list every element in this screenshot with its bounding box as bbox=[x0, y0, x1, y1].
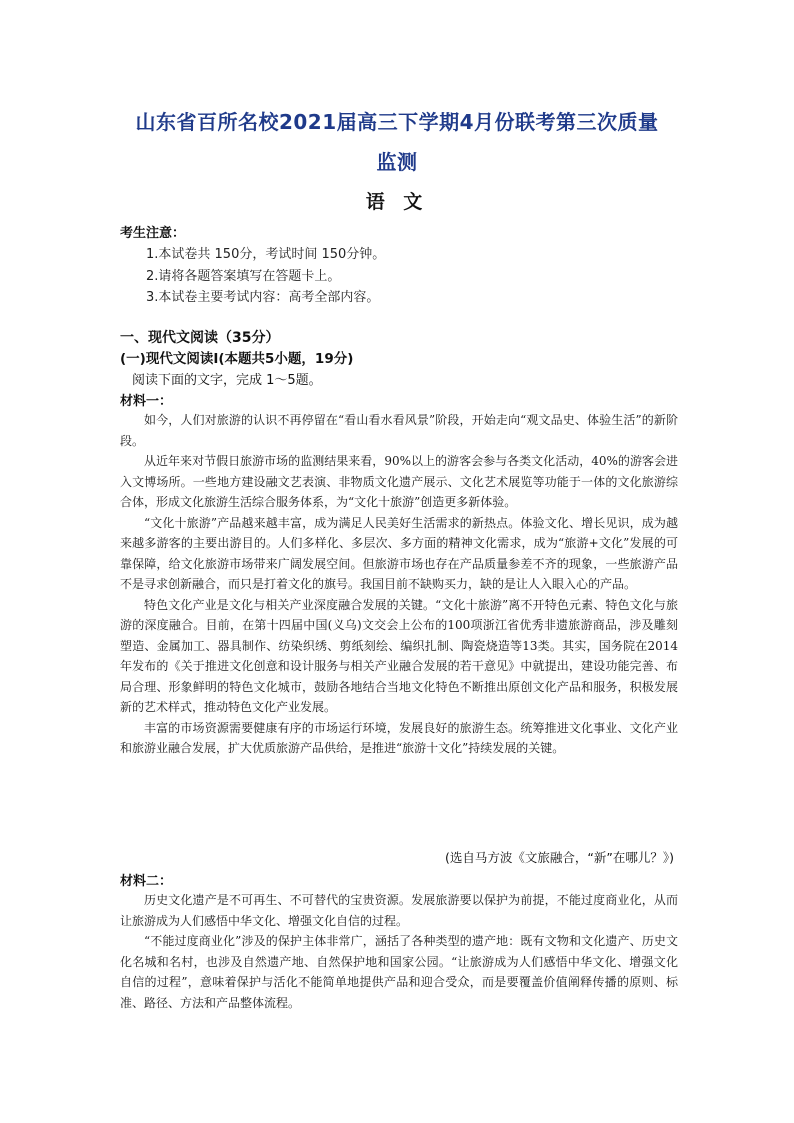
notice-item: 3.本试卷主要考试内容：高考全部内容。 bbox=[146, 290, 380, 305]
section-subheading: (一)现代文阅读Ⅰ(本题共5小题，19分) bbox=[120, 351, 354, 367]
paragraph: 特色文化产业是文化与相关产业深度融合发展的关键。“文化十旅游”离不开特色元素、特色文化与旅游的深度融合。目前，在第十四届中国(义乌)文交会上公布的100项浙江省优秀非遗旅游商品，涉及雕刻塑造、金属加工、器具制作、纺染织绣、剪纸刻绘、编织扎制、陶瓷烧造等13类。其实，国务院在2014年发布的《关于推进文化创意和设计服务与相关产业融合发展的若干意见》中就提出，建设功能完善、布局合理、形象鲜明的特色文化城市，鼓励各地结合当地文化特色不断推出原创文化产品和服务，积极发展新的艺术样式，推动特色文化产业发展。 bbox=[120, 597, 678, 714]
paragraph: 丰富的市场资源需要健康有序的市场运行环境，发展良好的旅游生态。统筹推进文化事业、文化产业和旅游业融合发展，扩大优质旅游产品供给，是推进“旅游十文化”持续发展的关键。 bbox=[120, 720, 678, 755]
paragraph: 历史文化遗产是不可再生、不可替代的宝贵资源。发展旅游要以保护为前提，不能过度商业化，从而让旅游成为人们感悟中华文化、增强文化自信的过程。 bbox=[120, 893, 678, 928]
reading-instruction: 阅读下面的文字，完成 1～5题。 bbox=[132, 373, 322, 388]
subject-title: 语 文 bbox=[365, 191, 429, 213]
paragraph: “文化十旅游”产品越来越丰富，成为满足人民美好生活需求的新热点。体验文化、增长见识，成为越来越多游客的主要出游目的。人们多样化、多层次、多方面的精神文化需求，成为“旅游+文化”发展的可靠保障，给文化旅游市场带来广阔发展空间。但旅游市场也存在产品质量参差不齐的现象，一些旅游产品不是寻求创新融合，而只是打着文化的旗号。我国目前不缺购买力，缺的是让人入眼入心的产品。 bbox=[120, 515, 678, 591]
notice-list bbox=[146, 244, 385, 309]
notice-item: 1.本试卷共 150分，考试时间 150分钟。 bbox=[146, 247, 386, 262]
material1-source: (选自马方波《文旅融合，“新”在哪儿？》) bbox=[445, 850, 674, 865]
material1-text bbox=[120, 410, 678, 759]
exam-title-line1: 山东省百所名校2021届高三下学期4月份联考第三次质量 bbox=[135, 110, 659, 134]
section-heading: 一、现代文阅读（35分） bbox=[120, 330, 280, 346]
paragraph: 如今，人们对旅游的认识不再停留在“看山看水看风景”阶段，开始走向“观文品史、体验生活”的新阶段。 bbox=[120, 413, 678, 448]
exam-title-line2: 监测 bbox=[376, 150, 418, 174]
material1-label: 材料一： bbox=[120, 394, 173, 409]
material2-text bbox=[120, 890, 678, 1013]
notice-item: 2.请将各题答案填写在答题卡上。 bbox=[146, 268, 341, 284]
notice-title: 考生注意： bbox=[120, 226, 186, 241]
material2-label: 材料二： bbox=[120, 874, 173, 889]
paragraph: 从近年来对节假日旅游市场的监测结果来看，90%以上的游客会参与各类文化活动，40%的游客会进入文博场所。一些地方建设融文艺表演、非物质文化遗产展示、文化艺术展览等功能于一体的文化旅游综合体，形成文化旅游生活综合服务体系，为“文化十旅游”创造更多新体验。 bbox=[120, 454, 678, 509]
paragraph: “不能过度商业化”涉及的保护主体非常广，涵括了各种类型的遗产地：既有文物和文化遗产、历史文化名城和名村，也涉及自然遗产地、自然保护地和国家公园。“让旅游成为人们感悟中华文化、增强文化自信的过程”，意味着保护与活化不能简单地提供产品和迎合受众，而是要覆盖价值阐释传播的原则、标准、路径、方法和产品整体流程。 bbox=[120, 934, 678, 1010]
